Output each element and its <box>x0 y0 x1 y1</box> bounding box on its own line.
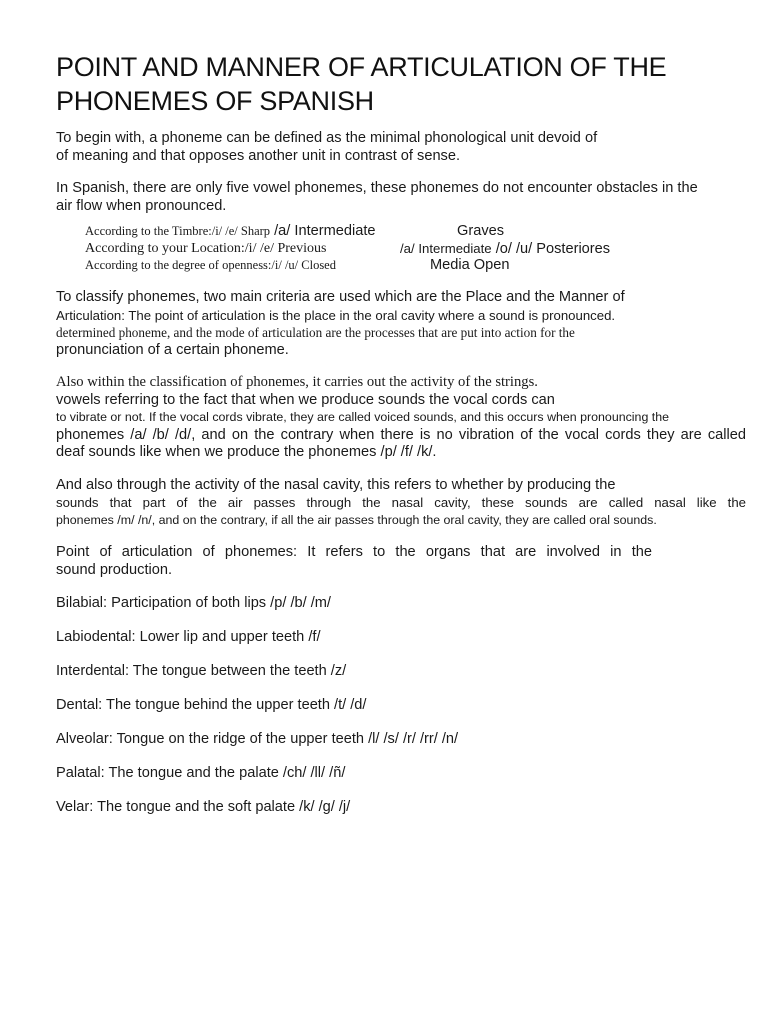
criterion-text: According to the Timbre:/i/ /e/ Sharp <box>85 224 271 238</box>
text-line: vowels referring to the fact that when we produce sounds the vocal cords can <box>56 391 555 408</box>
text-line: phonemes /a/ /b/ /d/, and on the contrary when there is no vibration of the vocal cords they are called <box>56 426 746 443</box>
title-line-2: PHONEMES OF SPANISH <box>56 86 374 116</box>
paragraph-vocal-cords <box>56 374 746 462</box>
text-line: In Spanish, there are only five vowel phonemes, these phonemes do not encounter obstacles in the <box>56 180 698 196</box>
title-line-1: POINT AND MANNER OF ARTICULATION OF THE <box>56 52 667 82</box>
text-line: determined phoneme, and the mode of articulation are the processes that are put into action for the <box>56 325 575 340</box>
text-line: And also through the activity of the nasal cavity, this refers to whether by producing the <box>56 476 616 493</box>
paragraph-vowel-phonemes <box>56 180 746 215</box>
text-line: pronunciation of a certain phoneme. <box>56 341 289 358</box>
text-line: of meaning and that opposes another unit in contrast of sense. <box>56 147 461 164</box>
list-item-velar: Velar: The tongue and the soft palate /k/ /g/ /j/ <box>56 799 351 815</box>
text-line: to vibrate or not. If the vocal cords vibrate, they are called voiced sounds, and this occurs when pronouncing the <box>56 410 669 424</box>
text-line: phonemes /m/ /n/, and on the contrary, if all the air passes through the oral cavity, they are called oral sounds. <box>56 512 657 527</box>
list-item-interdental: Interdental: The tongue between the teeth /z/ <box>56 663 347 679</box>
criterion-text: According to your Location:/i/ /e/ Previous <box>85 241 327 256</box>
text-line: deaf sounds like when we produce the phonemes /p/ /f/ /k/. <box>56 444 437 460</box>
text-line: Point of articulation of phonemes: It refers to the organs that are involved in the <box>56 544 652 560</box>
document-page <box>56 50 746 833</box>
list-item-labiodental: Labiodental: Lower lip and upper teeth /f/ <box>56 629 321 645</box>
criterion-text: According to the degree of openness:/i/ /u/ Closed <box>85 258 336 272</box>
vowel-classification-list <box>80 223 746 273</box>
list-item-bilabial: Bilabial: Participation of both lips /p/ /b/ /m/ <box>56 595 331 611</box>
text-line: Also within the classification of phonemes, it carries out the activity of the strings. <box>56 374 538 390</box>
paragraph-phoneme-definition <box>56 130 746 165</box>
criterion-value: Media Open <box>430 257 510 273</box>
paragraph-point-of-articulation <box>56 544 746 579</box>
criterion-value-small: /a/ Intermediate <box>400 241 492 256</box>
text-line: To classify phonemes, two main criteria are used which are the Place and the Manner of <box>56 289 625 305</box>
criterion-value <box>400 240 610 258</box>
list-item-dental: Dental: The tongue behind the upper teeth /t/ /d/ <box>56 697 367 713</box>
text-line: Articulation: The point of articulation is the place in the oral cavity where a sound is pronounced. <box>56 307 616 323</box>
list-item-alveolar: Alveolar: Tongue on the ridge of the upper teeth /l/ /s/ /r/ /rr/ /n/ <box>56 731 459 747</box>
text-line: sounds that part of the air passes through the nasal cavity, these sounds are called nasal like the <box>56 495 746 510</box>
criterion-value-main: /o/ /u/ Posteriores <box>495 241 611 257</box>
paragraph-nasal-cavity <box>56 477 746 530</box>
criterion-value: /a/ Intermediate <box>274 223 376 239</box>
text-line: To begin with, a phoneme can be defined as the minimal phonological unit devoid of <box>56 130 598 146</box>
text-line: sound production. <box>56 561 173 578</box>
list-item <box>80 257 336 276</box>
articulation-points-list <box>56 595 746 817</box>
criterion-value: Graves <box>457 223 505 239</box>
text-line: air flow when pronounced. <box>56 197 227 214</box>
page-title <box>56 50 746 118</box>
list-item-palatal: Palatal: The tongue and the palate /ch/ /ll/ /ñ/ <box>56 765 346 781</box>
paragraph-classification-criteria <box>56 289 746 359</box>
